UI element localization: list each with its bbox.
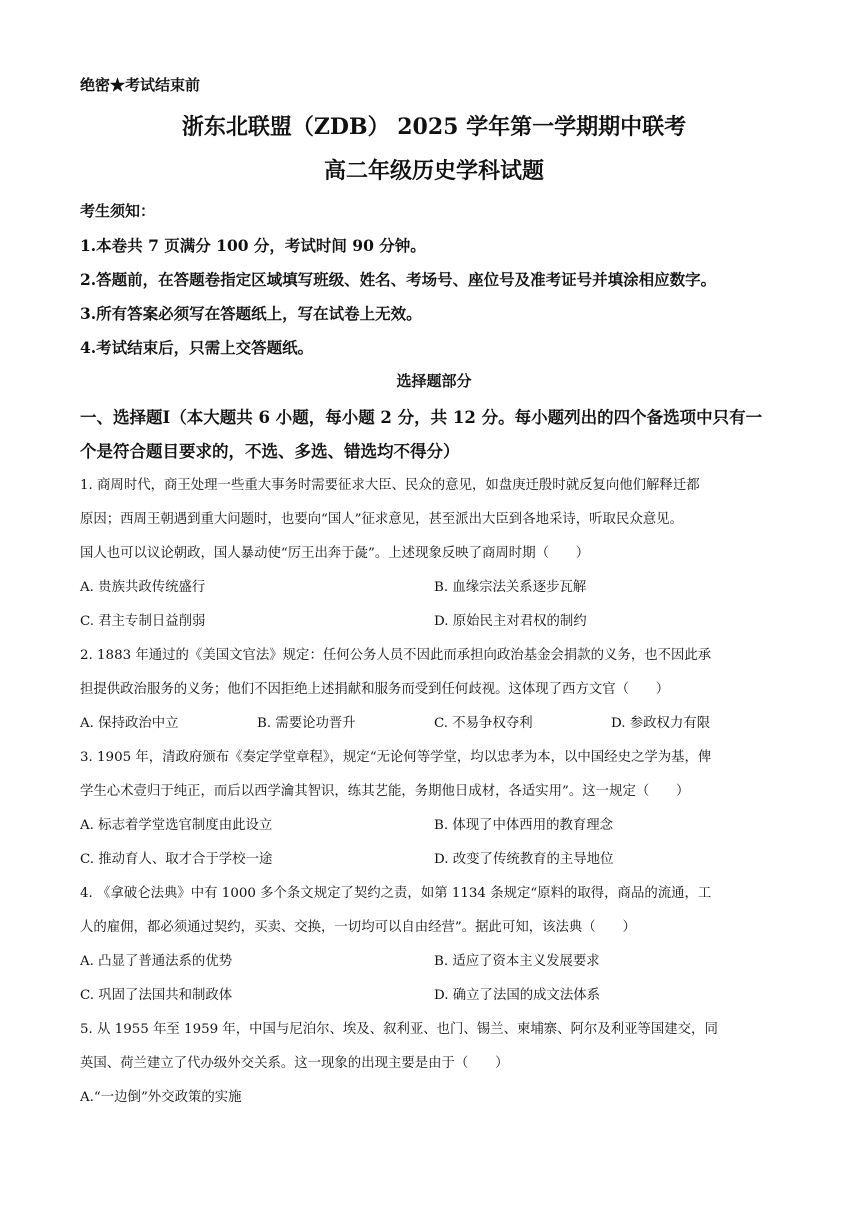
question-3-text: 学生心术壹归于纯正，而后以西学瀹其智识，练其艺能，务期他日成材，各适实用”。这一规定（ ） <box>80 784 690 799</box>
question-4-option-a: A. 凸显了普通法系的优势 <box>80 954 233 969</box>
question-5-text: 5. 从 1955 年至 1959 年，中国与尼泊尔、埃及、叙利亚、也门、锡兰、柬埔寨、阿尔及利亚等国建交，同 <box>80 1022 718 1037</box>
question-3-text: 3. 1905 年，清政府颁布《奏定学堂章程》，规定“无论何等学堂，均以忠孝为本，以中国经史之学为基，俾 <box>80 750 712 765</box>
question-2-option-a: A. 保持政治中立 <box>80 716 179 731</box>
question-5-option-a: A.“一边倒”外交政策的实施 <box>80 1090 242 1105</box>
exam-title: 浙东北联盟（ZDB） 2025 学年第一学期期中联考 <box>181 114 687 140</box>
question-3-option-b: B. 体现了中体西用的教育理念 <box>434 818 614 833</box>
question-4-text: 人的雇佣，都必须通过契约，买卖、交换，一切均可以自由经营”。据此可知，该法典（ ） <box>80 920 636 935</box>
question-2-option-b: B. 需要论功晋升 <box>257 716 356 731</box>
question-3-option-d: D. 改变了传统教育的主导地位 <box>434 852 614 867</box>
question-3-option-a: A. 标志着学堂选官制度由此设立 <box>80 818 273 833</box>
question-1-option-a: A. 贵族共政传统盛行 <box>80 580 206 595</box>
section-title: 选择题部分 <box>396 372 472 390</box>
question-4-option-c: C. 巩固了法国共和制政体 <box>80 988 233 1003</box>
question-2-text: 2. 1883 年通过的《美国文官法》规定：任何公务人员不因此而承担向政治基金会捐款的义务，也不因此承 <box>80 648 712 663</box>
question-4-option-d: D. 确立了法国的成文法体系 <box>434 988 601 1003</box>
question-5-text: 英国、荷兰建立了代办级外交关系。这一现象的出现主要是由于（ ） <box>80 1056 509 1071</box>
notice-item: 2.答题前，在答题卷指定区域填写班级、姓名、考场号、座位号及准考证号并填涂相应数字。 <box>80 270 717 289</box>
notice-item: 1.本卷共 7 页满分 100 分，考试时间 90 分钟。 <box>80 236 426 255</box>
notice-item: 3.所有答案必须写在答题纸上，写在试卷上无效。 <box>80 304 422 323</box>
question-2-option-c: C. 不易争权夺利 <box>434 716 533 731</box>
notice-item: 4.考试结束后，只需上交答题纸。 <box>80 338 314 357</box>
question-2-text: 担提供政治服务的义务；他们不因拒绝上述捐献和服务而受到任何歧视。这体现了西方文官（ ） <box>80 682 670 697</box>
question-1-option-d: D. 原始民主对君权的制约 <box>434 614 587 629</box>
question-1-text: 原因；西周王朝遇到重大问题时，也要向“国人”征求意见，甚至派出大臣到各地采诗，听取民众意见。 <box>80 512 683 527</box>
question-1-text: 1. 商周时代，商王处理一些重大事务时需要征求大臣、民众的意见，如盘庚迁殷时就反复向他们解释迁都 <box>80 478 700 493</box>
notice-heading: 考生须知： <box>80 202 156 220</box>
question-1-option-b: B. 血缘宗法关系逐步瓦解 <box>434 580 587 595</box>
question-4-text: 4. 《拿破仑法典》中有 1000 多个条文规定了契约之责，如第 1134 条规定“原料的取得，商品的流通，工 <box>80 886 712 901</box>
secret-label: 绝密★考试结束前 <box>80 76 201 94</box>
exam-subtitle: 高二年级历史学科试题 <box>323 158 544 184</box>
question-2-option-d: D. 参政权力有限 <box>611 716 711 731</box>
question-1-text: 国人也可以议论朝政，国人暴动使“厉王出奔于彘”。上述现象反映了商周时期（ ） <box>80 546 590 561</box>
question-3-option-c: C. 推动育人、取才合于学校一途 <box>80 852 273 867</box>
question-1-option-c: C. 君主专制日益削弱 <box>80 614 206 629</box>
part-heading: 个是符合题目要求的，不选、多选、错选均不得分） <box>80 442 460 461</box>
part-heading: 一、选择题Ⅰ（本大题共 6 小题，每小题 2 分，共 12 分。每小题列出的四个备选项中只有一 <box>80 408 763 427</box>
question-4-option-b: B. 适应了资本主义发展要求 <box>434 954 600 969</box>
